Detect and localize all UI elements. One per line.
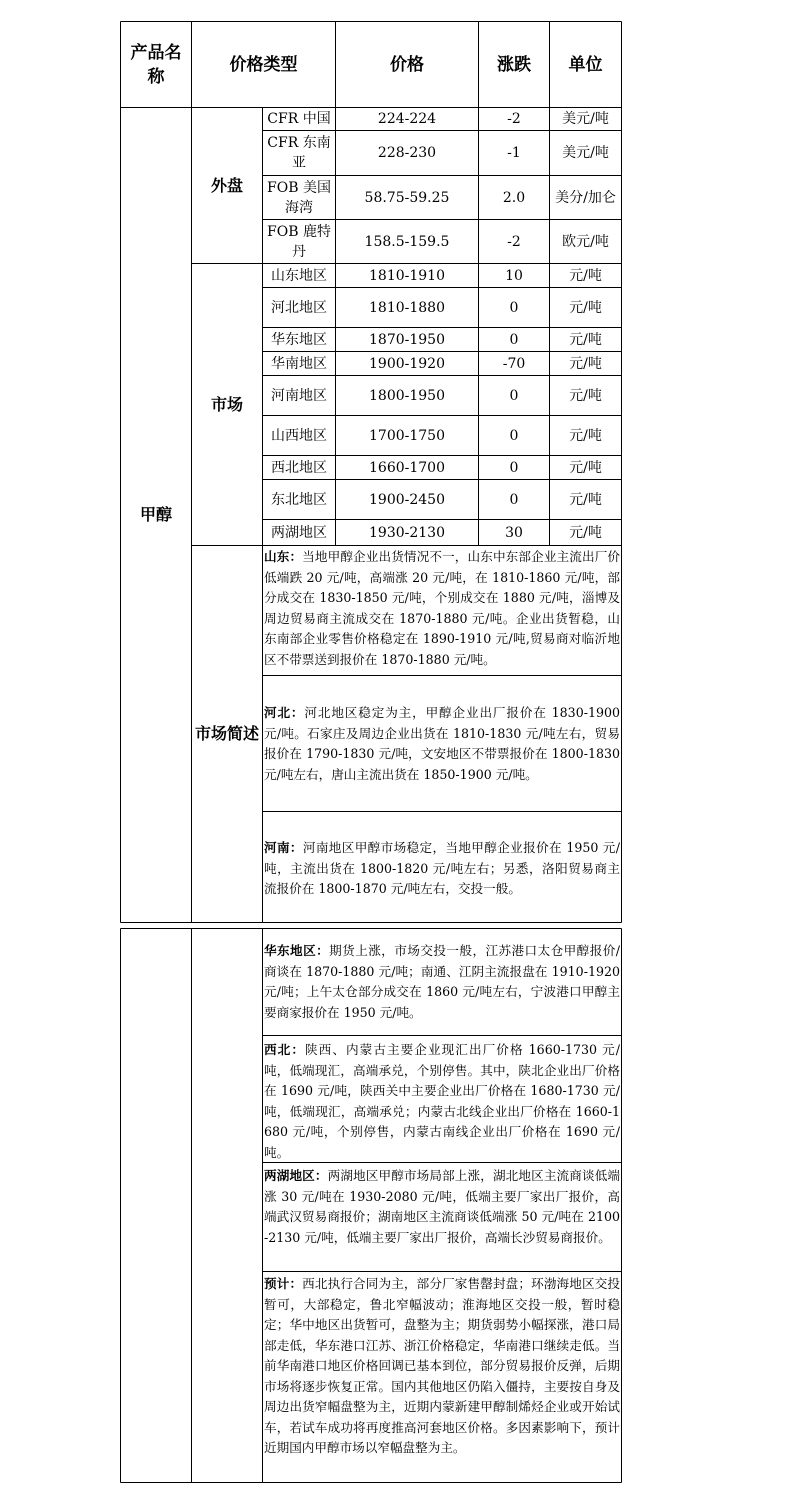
row-unit: 元/吨: [569, 267, 602, 284]
summary-text: 期货上涨，市场交投一般，江苏港口太仓甲醇报价/商谈在 1870-1880 元/吨；南通、江阴主流报盘在 1910-1920 元/吨；上午太仓部分成交在 1860 元/吨左右，宁波港口甲醇主要商家报价在 1950 元/吨。: [264, 943, 620, 1020]
summary-label: 华东地区：: [264, 943, 330, 958]
row-price: 1800-1950: [369, 387, 445, 404]
row-unit: 元/吨: [569, 524, 602, 541]
row-unit: 美元/吨: [562, 111, 609, 127]
row-type: CFR 中国: [267, 111, 331, 127]
product-name: 甲醇: [139, 505, 172, 524]
row-unit: 元/吨: [569, 491, 602, 508]
row-type: FOB 鹿特丹: [267, 223, 331, 260]
row-change: 0: [509, 427, 519, 444]
header-price-type: 价格类型: [229, 54, 298, 75]
row-type: FOB 美国海湾: [267, 179, 331, 216]
row-unit: 元/吨: [569, 427, 602, 444]
row-price: 1810-1880: [369, 299, 445, 316]
summary-label: 西北：: [264, 1042, 305, 1057]
row-type: 河北地区: [271, 299, 327, 316]
row-price: 1660-1700: [369, 459, 445, 476]
row-change: 0: [509, 331, 519, 348]
summary-text: 当地甲醇企业出货情况不一，山东中东部企业主流出厂价低端跌 20 元/吨，高端涨 20 元/吨，在 1810-1860 元/吨，部分成交在 1830-1850 元/吨，个别成交在 1880 元/吨，淄博及周边贸易商主流成交在 1870-1880 元/吨。企业出货暂稳，山东南部企业零售价格稳定在 1890-1910 元/吨,贸易商对临沂地区不带票送到报价在 1870-1880 元/吨。: [264, 549, 620, 667]
row-change: -1: [507, 145, 521, 161]
summary-label: 两湖地区：: [264, 1168, 328, 1183]
row-price: 158.5-159.5: [364, 233, 450, 250]
summary-forecast: [264, 1274, 620, 1459]
row-price: 224-224: [377, 111, 437, 127]
header-change: 涨跌: [497, 54, 531, 75]
summary-shandong: [264, 547, 620, 670]
row-price: 1900-1920: [369, 355, 445, 372]
row-price: 58.75-59.25: [364, 189, 450, 206]
row-price: 228-230: [377, 145, 437, 161]
summary-label: 预计：: [264, 1276, 303, 1291]
summary-hebei: [264, 703, 620, 785]
summary-text: 陕西、内蒙古主要企业现汇出厂价格 1660-1730 元/吨，低端现汇，高端承兑，个别停售。其中，陕北企业出厂价格在 1690 元/吨，陕西关中主要企业出厂价格在 1680-1730 元/吨，低端现汇，高端承兑；内蒙古北线企业出厂价格在 1660-1680 元/吨，个别停售，内蒙古南线企业出厂价格在 1690 元/吨。: [264, 1042, 621, 1160]
row-unit: 元/吨: [569, 387, 602, 404]
header-unit: 单位: [568, 54, 603, 75]
row-change: 30: [505, 524, 523, 541]
summary-label: 山东：: [264, 549, 303, 564]
group-summary: 市场简述: [194, 724, 259, 743]
row-type: 河南地区: [271, 387, 327, 404]
row-price: 1810-1910: [369, 267, 445, 284]
row-unit: 元/吨: [569, 299, 602, 316]
summary-henan: [264, 838, 620, 900]
row-unit: 美元/吨: [562, 145, 609, 161]
header-price: 价格: [390, 54, 424, 75]
summary-text: 西北执行合同为主，部分厂家售罄封盘；环渤海地区交投暂可，大部稳定，鲁北窄幅波动；淮海地区交投一般，暂时稳定；华中地区出货暂可，盘整为主；期货弱势小幅探涨，港口局部走低，华东港口江苏、浙江价格稳定，华南港口继续走低。当前华南港口地区价格回调已基本到位，部分贸易报价反弹，后期市场将逐步恢复正常。国内其他地区仍陷入僵持，主要按自身及周边出货窄幅盘整为主，近期内蒙新建甲醇制烯烃企业或开始试车，若试车成功将再度推高河套地区价格。多因素影响下，预计近期国内甲醇市场以窄幅盘整为主。: [264, 1276, 620, 1455]
row-price: 1870-1950: [369, 331, 445, 348]
summary-text: 河北地区稳定为主，甲醇企业出厂报价在 1830-1900 元/吨。石家庄及周边企业出货在 1810-1830 元/吨左右，贸易报价在 1790-1830 元/吨，文安地区不带票报价在 1800-1830 元/吨左右，唐山主流出货在 1850-1900 元/吨。: [264, 705, 621, 782]
summary-text: 两湖地区甲醇市场局部上涨，湖北地区主流商谈低端涨 30 元/吨在 1930-2080 元/吨，低端主要厂家出厂报价，高端武汉贸易商报价；湖南地区主流商谈低端涨 50 元/吨在 2100-2130 元/吨，低端主要厂家出厂报价，高端长沙贸易商报价。: [264, 1168, 620, 1245]
row-change: -2: [507, 111, 521, 127]
row-type: 山西地区: [271, 427, 327, 444]
row-type: CFR 东南亚: [267, 135, 331, 171]
row-change: 0: [509, 459, 519, 476]
row-change: -70: [502, 355, 526, 372]
row-change: 0: [509, 387, 519, 404]
row-type: 山东地区: [271, 267, 327, 284]
summary-northwest: [264, 1040, 620, 1163]
summary-text: 河南地区甲醇市场稳定，当地甲醇企业报价在 1950 元/吨，主流出货在 1800-1820 元/吨左右；另悉，洛阳贸易商主流报价在 1800-1870 元/吨左右，交投一般。: [264, 840, 620, 896]
row-change: 10: [505, 267, 523, 284]
row-price: 1900-2450: [369, 491, 445, 508]
row-change: 0: [509, 299, 519, 316]
row-type: 华东地区: [271, 331, 327, 348]
summary-label: 河北：: [264, 705, 305, 720]
group-market: 市场: [210, 394, 243, 414]
row-type: 东北地区: [271, 491, 327, 508]
summary-east-china: [264, 941, 620, 1023]
row-type: 华南地区: [271, 355, 327, 372]
row-price: 1930-2130: [369, 524, 445, 541]
group-foreign: 外盘: [210, 175, 243, 195]
header-product: 产品名称: [130, 43, 182, 87]
row-change: 0: [509, 491, 519, 508]
row-unit: 元/吨: [569, 331, 602, 348]
row-change: 2.0: [502, 189, 526, 206]
row-type: 两湖地区: [271, 524, 327, 541]
row-unit: 美分/加仑: [555, 189, 616, 206]
row-type: 西北地区: [271, 459, 327, 476]
summary-label: 河南：: [264, 840, 303, 855]
summary-lianghu: [264, 1166, 620, 1248]
row-change: -2: [507, 233, 521, 250]
row-price: 1700-1750: [369, 427, 445, 444]
row-unit: 欧元/吨: [562, 233, 609, 250]
row-unit: 元/吨: [569, 355, 602, 372]
row-unit: 元/吨: [569, 459, 602, 476]
